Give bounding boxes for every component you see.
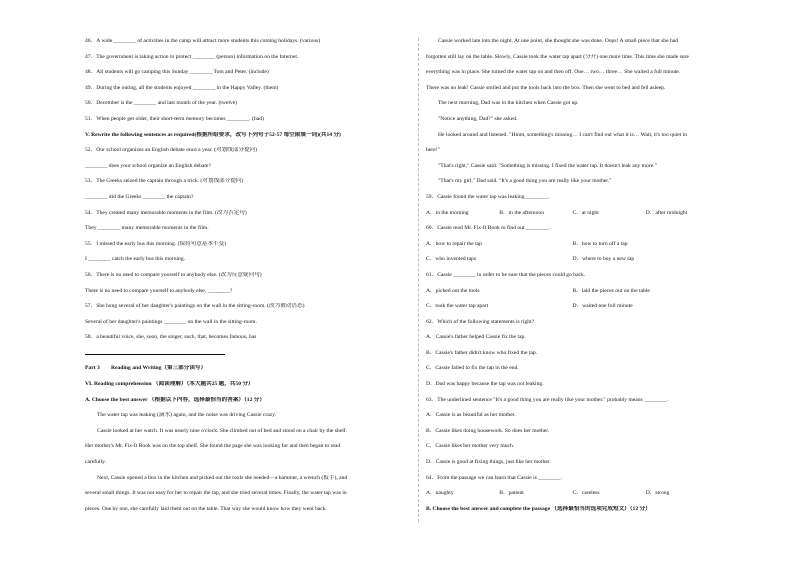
q59-options bbox=[426, 210, 719, 226]
q64-option-a: A．naughty bbox=[426, 490, 454, 497]
right-line-9: "That's my girl," Dad said. "It's a good thing you are really like your mother." bbox=[438, 178, 612, 185]
q64-option-c: C．careless bbox=[572, 490, 600, 497]
right-line-4: The next morning, Dad was in the kitchen when Cassie got up. bbox=[438, 100, 579, 107]
left-line-5: 51．When people get older, their short-term memory becomes ________. (bad) bbox=[85, 115, 264, 122]
left-line-7: 52．Our school organizes an English debate once a year. (对划线部分提问) bbox=[85, 147, 258, 154]
left-line-3: 49．During the outing, all the students enjoyed ________ in the Happy Valley. (them) bbox=[85, 84, 279, 91]
q60-option-d: D．where to buy a new tap bbox=[572, 256, 635, 263]
left-line-20 bbox=[85, 350, 409, 366]
left-line-0: 46．A wide ________ of activities in the camp will attract more students this coming holidays. (various) bbox=[85, 38, 321, 44]
q63-option-c: C．Cassie likes her mother very much. bbox=[426, 443, 515, 450]
left-line-11: 54．They created many memorable moments in the film. (改为否定句) bbox=[85, 209, 247, 216]
q63-option-b: B．Cassie likes doing housework. So does her mother. bbox=[426, 427, 550, 434]
q60-options-row-2 bbox=[426, 256, 719, 272]
q61-option-a: A．picked out the tools bbox=[426, 287, 480, 294]
q61-options-row-2 bbox=[426, 303, 719, 319]
q64-options bbox=[426, 490, 719, 506]
left-line-16: There is no need to compare yourself to anybody else, ________? bbox=[85, 287, 233, 294]
left-line-10: ________ did the Greeks ________ the captain? bbox=[85, 193, 194, 200]
q63-text: 63．The underlined sentence "It's a good thing you are really like your mother." probably means ________. bbox=[426, 396, 668, 403]
left-line-8: ________ does your school organize an English debate? bbox=[85, 162, 211, 169]
q60-options-row-1 bbox=[426, 241, 719, 257]
q62-option-c: C．Cassie failed to fix the tap in the end. bbox=[426, 365, 519, 372]
q59-option-a: A．in the morning bbox=[426, 209, 469, 216]
right-line-1: forgotten still lay on the table. Slowly, Cassie took the water tap apart (分开) one more time. This time she made sure bbox=[426, 53, 689, 60]
q61-options-row-1 bbox=[426, 288, 719, 304]
left-line-27: carefully. bbox=[85, 459, 106, 466]
q64-option-b: B．patient bbox=[499, 490, 524, 497]
left-line-2: 48．All students will go camping this Sunday ________ Tom and Peter. (include) bbox=[85, 69, 269, 76]
q61-text: 61．Cassie ________ in order to be sure that the pieces could go back. bbox=[426, 271, 586, 278]
left-line-9: 53．The Greeks seized the captain through a trick. (对划线部分提问) bbox=[85, 178, 244, 185]
q62-text: 62．Which of the following statements is right? bbox=[426, 318, 535, 325]
q60-option-b: B．how to turn off a tap bbox=[572, 240, 628, 247]
q63-option-a: A．Cassie is as beautiful as her mother. bbox=[426, 412, 516, 419]
left-line-26: Her mother's Mr. Fix-It Book was on the top shelf. She found the page she was looking for and then began to read bbox=[85, 443, 341, 450]
q59-option-d: D．after midnight bbox=[645, 209, 688, 216]
left-line-14: I ________ catch the early bus this morning. bbox=[85, 256, 186, 263]
left-line-17: 57．She hung several of her daughter's paintings on the wall in the sitting-room. (改为被动语态) bbox=[85, 303, 305, 310]
left-line-30: pieces. One by one, she carefully laid them out on the table. That way she would know how they went back. bbox=[85, 505, 327, 512]
q61-option-c: C．took the water tap apart bbox=[426, 303, 489, 310]
left-line-1: 47．The government is taking action to protect ________ (person) information on the Internet. bbox=[85, 53, 299, 60]
section-b-heading: B. Choose the best answer and complete the passage （选择最恰当的选项完成短文）（12 分） bbox=[426, 505, 651, 512]
right-column bbox=[426, 38, 719, 521]
q62-option-a: A．Cassie's father helped Cassie fix the tap. bbox=[426, 334, 526, 341]
left-line-28: Next, Cassie opened a box in the kitchen and picked out the tools she needed—a hammer, a wrench (扳手), and bbox=[97, 474, 348, 481]
q62-option-d: D．Dad was happy because the tap was not leaking. bbox=[426, 381, 544, 388]
q60-text: 60．Cassie read Mr. Fix-It Book to find out ________. bbox=[426, 225, 550, 232]
right-line-3: There was no leak! Cassie smiled and put the tools back into the box. Then she went to bed and fell asleep. bbox=[426, 84, 666, 91]
q64-text: 64．From the passage we can learn that Cassie is ________. bbox=[426, 474, 563, 481]
left-line-23: A. Choose the best answer （根据以下内容，选择最恰当的答案）（12 分） bbox=[85, 396, 265, 403]
q61-option-b: B．laid the pieces out on the table bbox=[572, 287, 650, 294]
left-line-12: They ________ many memorable moments in the film. bbox=[85, 225, 209, 232]
answer-rule bbox=[85, 350, 225, 355]
left-line-15: 56．There is no need to compare yourself to anybody else. (改为反意疑问句) bbox=[85, 271, 262, 278]
right-line-8: "That's right," Cassie said. "Something is missing. I fixed the water tap. It doesn't leak any more." bbox=[438, 162, 657, 169]
q61-option-d: D．waited one full minute bbox=[572, 303, 633, 310]
left-line-13: 55．I missed the early bus this morning. (保持句意基本不变) bbox=[85, 240, 227, 247]
q59-option-c: C．at night bbox=[572, 209, 599, 216]
left-line-25: Cassie looked at her watch. It was nearly nine o'clock. She climbed out of bed and stood on a chair by the shelf. bbox=[97, 427, 348, 434]
q60-option-a: A．how to repair the tap bbox=[426, 240, 482, 247]
left-line-21: Part 3 Reading and Writing（第三部分读写） bbox=[85, 365, 207, 372]
left-line-24: The water tap was leaking (滴水) again, and the noise was driving Cassie crazy. bbox=[97, 412, 277, 419]
q60-option-c: C．who invented taps bbox=[426, 256, 477, 263]
right-line-10: 59．Cassie found the water tap was leaking ________. bbox=[426, 193, 550, 200]
q63-option-d: D．Cassie is good at fixing things, just like her mother. bbox=[426, 459, 551, 466]
right-line-0: Cassie worked late into the night. At one point, she thought she was done. Oops! A small piece that she had bbox=[438, 38, 679, 44]
right-line-7: here!" bbox=[426, 147, 440, 154]
q64-option-d: D．strong bbox=[645, 490, 670, 497]
right-line-5: "Notice anything, Dad?" she asked. bbox=[438, 115, 518, 122]
column-divider bbox=[418, 38, 419, 522]
left-line-22: VI. Reading comprehension （阅读理解）（本大题共25 题，共50 分） bbox=[85, 381, 254, 388]
q62-option-b: B．Cassie's father didn't know who fixed the tap. bbox=[426, 349, 538, 356]
q59-option-b: B．in the afternoon bbox=[499, 209, 544, 216]
right-line-6: He looked around and listened. "Hmm, something's missing… I can't find out what it is… Wait, it's too quiet in bbox=[438, 131, 687, 138]
left-line-19: 58．a beautiful voice, she, soon, the singer, such, that, becomes famous, has bbox=[85, 334, 257, 341]
left-line-29: several small things. It was not easy for her to repair the tap, and she tried several times. Finally, the water tap was in bbox=[85, 490, 347, 497]
left-column bbox=[85, 38, 409, 521]
right-line-2: everything was in place. She turned the water tap on and then off. One… two… three… She waited a full minute. bbox=[426, 69, 681, 76]
left-line-6: V. Rewrite the following sentences as required(根据所给要求，改写下列句子52-57 每空限填一词)(共14 分) bbox=[85, 131, 341, 138]
left-line-18: Several of her daughter's paintings ________ on the wall in the sitting-room. bbox=[85, 318, 257, 325]
left-line-4: 50．December is the ________ and last month of the year. (twelve) bbox=[85, 100, 238, 107]
